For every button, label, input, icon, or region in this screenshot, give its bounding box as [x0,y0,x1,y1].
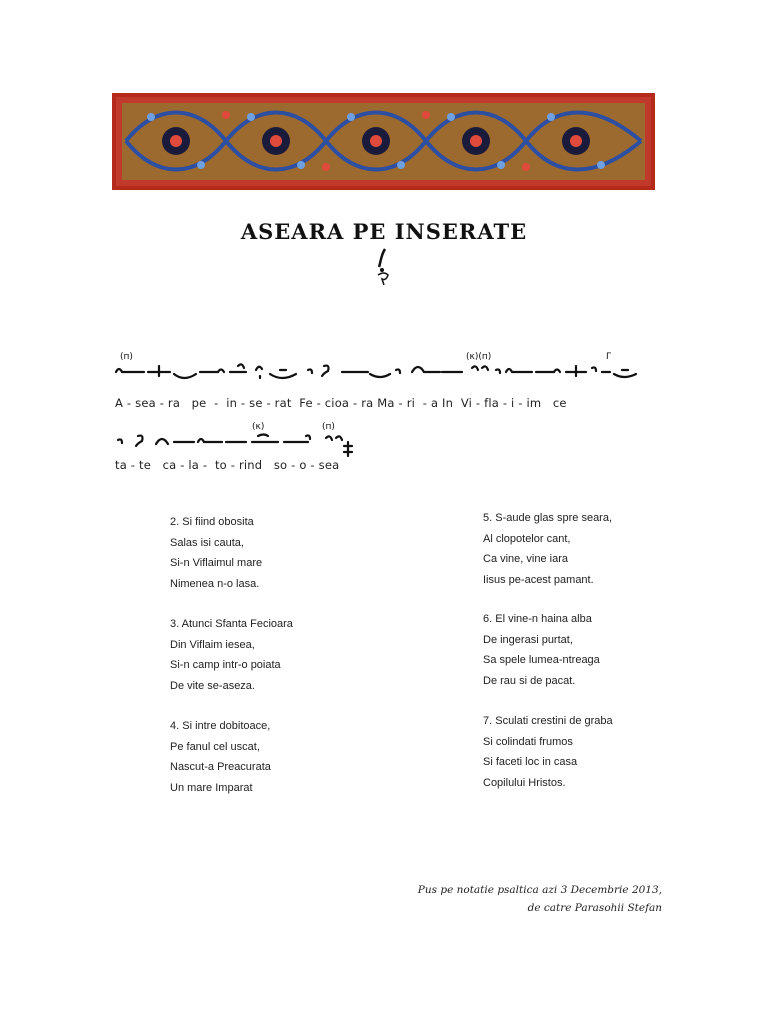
stanza-5 [483,508,612,590]
svg-text:Г: Г [606,352,612,362]
svg-text:(п): (п) [322,422,335,432]
stanza-line: Si-n Viflaimul mare [170,557,263,569]
stanza-3 [170,614,293,696]
stanza-line: Copilului Hristos. [483,776,566,789]
stanza-7 [483,711,613,793]
svg-text:(κ)(п): (κ)(п) [466,352,492,362]
psaltic-neumes-2 [112,420,362,460]
stanza-line: 7. Sculati crestini de graba [483,715,613,727]
stanza-line: Sa spele lumea-ntreaga [483,654,600,666]
stanza-line: Un mare Imparat [170,781,253,794]
song-title: ASEARA PE INSERATE [240,219,528,244]
stanza-line: De rau si de pacat. [483,674,576,687]
stanza-line: Din Viflaim iesea, [170,638,255,651]
stanza-line: Pe fanul cel uscat, [170,740,260,753]
stanza-line: 5. S-aude glas spre seara, [483,512,613,524]
stanza-line: Nascut-a Preacurata [170,761,271,773]
ornament-pattern [116,97,651,186]
attribution-footer [418,881,662,917]
stanza-line: Ca vine, vine iara [483,553,568,565]
stanza-line: Al clopotelor cant, [483,532,571,545]
stanza-line: 3. Atunci Sfanta Fecioara [170,618,293,630]
stanza-line: Nimenea n-o lasa. [170,577,260,590]
svg-text:(κ): (κ) [252,422,265,432]
ornamental-header-banner [112,93,655,190]
psaltic-neumes [112,350,657,390]
stanza-line: Si faceti loc in casa [483,756,578,768]
lyrics-line-2: ta - te ca - la - to - rind so - o - sea [115,458,340,472]
stanza-line: 6. El vine-n haina alba [483,613,592,625]
neume-staff-line-1 [112,350,657,390]
stanza-line: 4. Si intre dobitoace, [170,720,271,732]
neume-staff-line-2 [112,420,362,460]
stanza-line: Salas isi cauta, [170,536,244,549]
stanza-line: De ingerasi purtat, [483,633,573,646]
stanza-line: Iisus pe-acest pamant. [483,573,594,586]
svg-text:(п): (п) [120,352,133,362]
stanza-2 [170,512,262,594]
stanza-line: Si-n camp intr-o poiata [170,659,281,671]
mode-sign-icon [368,245,398,285]
stanza-line: De vite se-aseza. [170,679,255,692]
attribution-line-2: de catre Parasohii Stefan [527,902,662,914]
lyrics-line-1: A - sea - ra pe - in - se - rat Fe - cioa - ra Ma - ri - a In Vi - fla - i - im ce [115,396,567,410]
stanza-4 [170,716,271,798]
attribution-line-1: Pus pe notatie psaltica azi 3 Decembrie 2013, [417,884,662,896]
stanza-6 [483,609,600,691]
stanza-line: 2. Si fiind obosita [170,516,254,528]
stanza-line: Si colindati frumos [483,735,573,748]
